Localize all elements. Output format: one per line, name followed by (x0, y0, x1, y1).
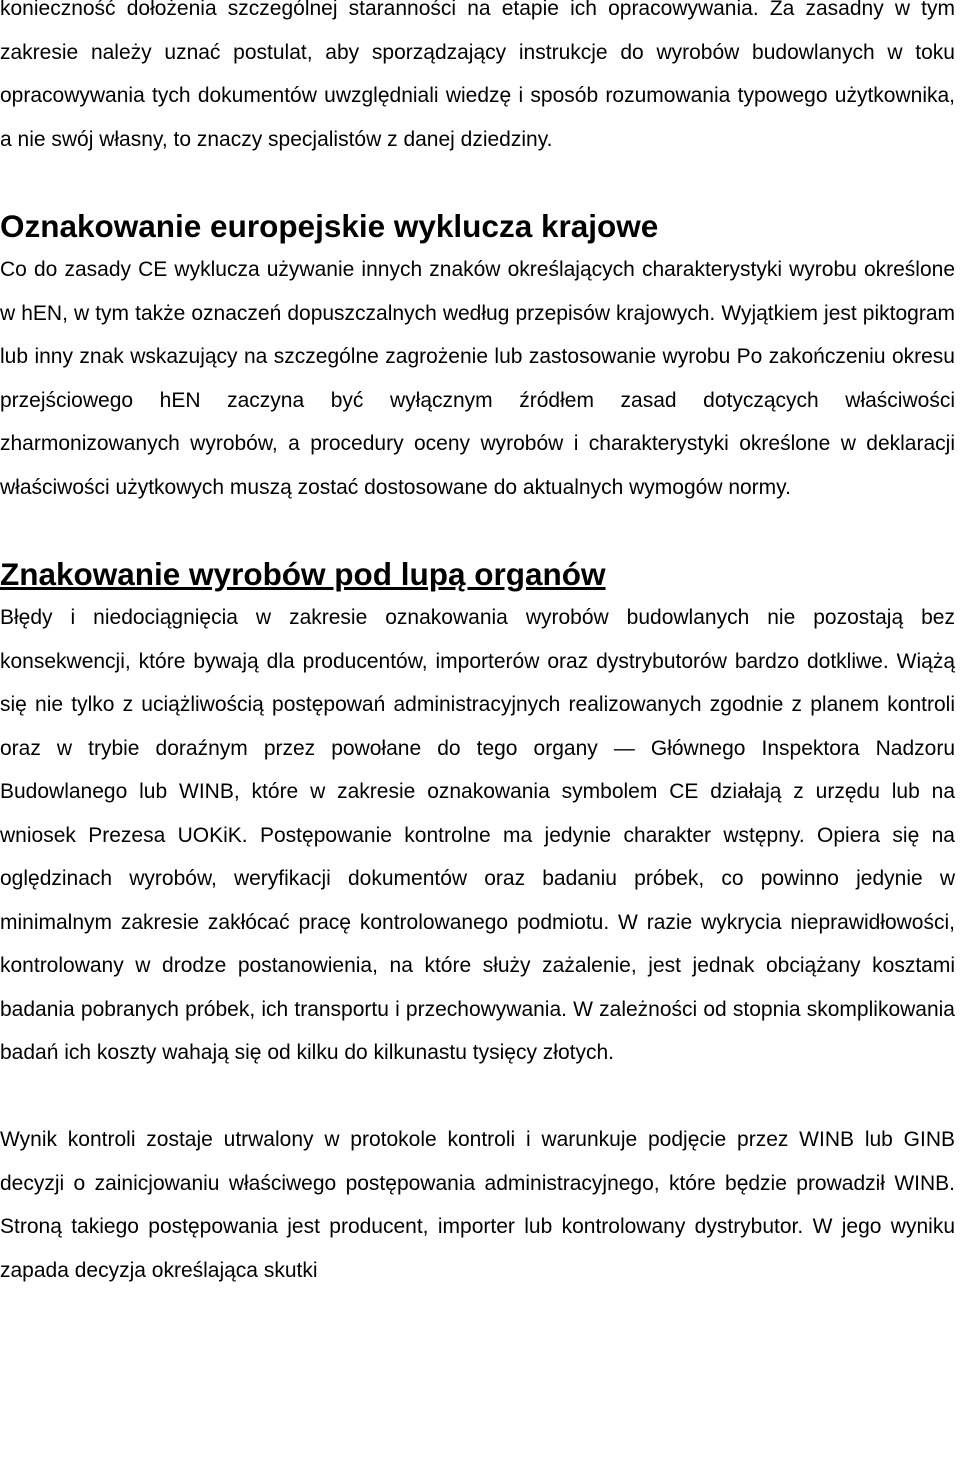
final-paragraph: Wynik kontroli zostaje utrwalony w protokole kontroli i warunkuje podjęcie przez WINB lub GINB decyzji o zainicjowaniu właściwego postępowania administracyjnego, które będzie prowadził WINB. Stroną takiego postępowania jest producent, importer lub kontrolowany dystrybutor. W jego wyniku zapada decyzja określająca skutki (0, 1128, 955, 1282)
section-paragraph-product-marking-inspection: Błędy i niedociągnięcia w zakresie oznakowania wyrobów budowlanych nie pozostają bez konsekwencji, które bywają dla producentów, importerów oraz dystrybutorów bardzo dotkliwe. Wiążą się nie tylko z uciążliwością postępowań administracyjnych realizowanych zgodnie z planem kontroli oraz w trybie doraźnym przez powołane do tego organy — Głównego Inspektora Nadzoru Budowlanego lub WINB, które w zakresie oznakowania symbolem CE działają z urzędu lub na wniosek Prezesa UOKiK. Postępowanie kontrolne ma jedynie charakter wstępny. Opiera się na oględzinach wyrobów, weryfikacji dokumentów oraz badaniu próbek, co powinno jedynie w minimalnym zakresie zakłócać pracę kontrolowanego podmiotu. W razie wykrycia nieprawidłowości, kontrolowany w drodze postanowienia, na które służy zażalenie, jest jednak obciążany kosztami badania pobranych próbek, ich transportu i przechowywania. W zależności od stopnia skomplikowania badań ich koszty wahają się od kilku do kilkunastu tysięcy złotych. (0, 606, 955, 1064)
section-paragraph-european-marking: Co do zasady CE wyklucza używanie innych znaków określających charakterystyki wyrobu określone w hEN, w tym także oznaczeń dopuszczalnych według przepisów krajowych. Wyjątkiem jest piktogram lub inny znak wskazujący na szczególne zagrożenie lub zastosowanie wyrobu Po zakończeniu okresu przejściowego hEN zaczyna być wyłącznym źródłem zasad dotyczących właściwości zharmonizowanych wyrobów, a procedury oceny wyrobów i charakterystyki określone w deklaracji właściwości użytkowych muszą zostać dostosowane do aktualnych wymogów normy. (0, 258, 955, 499)
section-heading-european-marking: Oznakowanie europejskie wyklucza krajowe (0, 207, 659, 244)
section-heading-product-marking-inspection: Znakowanie wyrobów pod lupą organów (0, 555, 606, 592)
paragraph-spacer (0, 161, 955, 205)
intro-paragraph: konieczność dołożenia szczególnej staranności na etapie ich opracowywania. Za zasadny w tym zakresie należy uznać postulat, aby sporządzający instrukcje do wyrobów budowlanych w toku opracowywania tych dokumentów uwzględniali wiedzę i sposób rozumowania typowego użytkownika, a nie swój własny, to znaczy specjalistów z danej dziedziny. (0, 0, 955, 151)
paragraph-spacer (0, 509, 955, 553)
paragraph-spacer (0, 1075, 955, 1119)
